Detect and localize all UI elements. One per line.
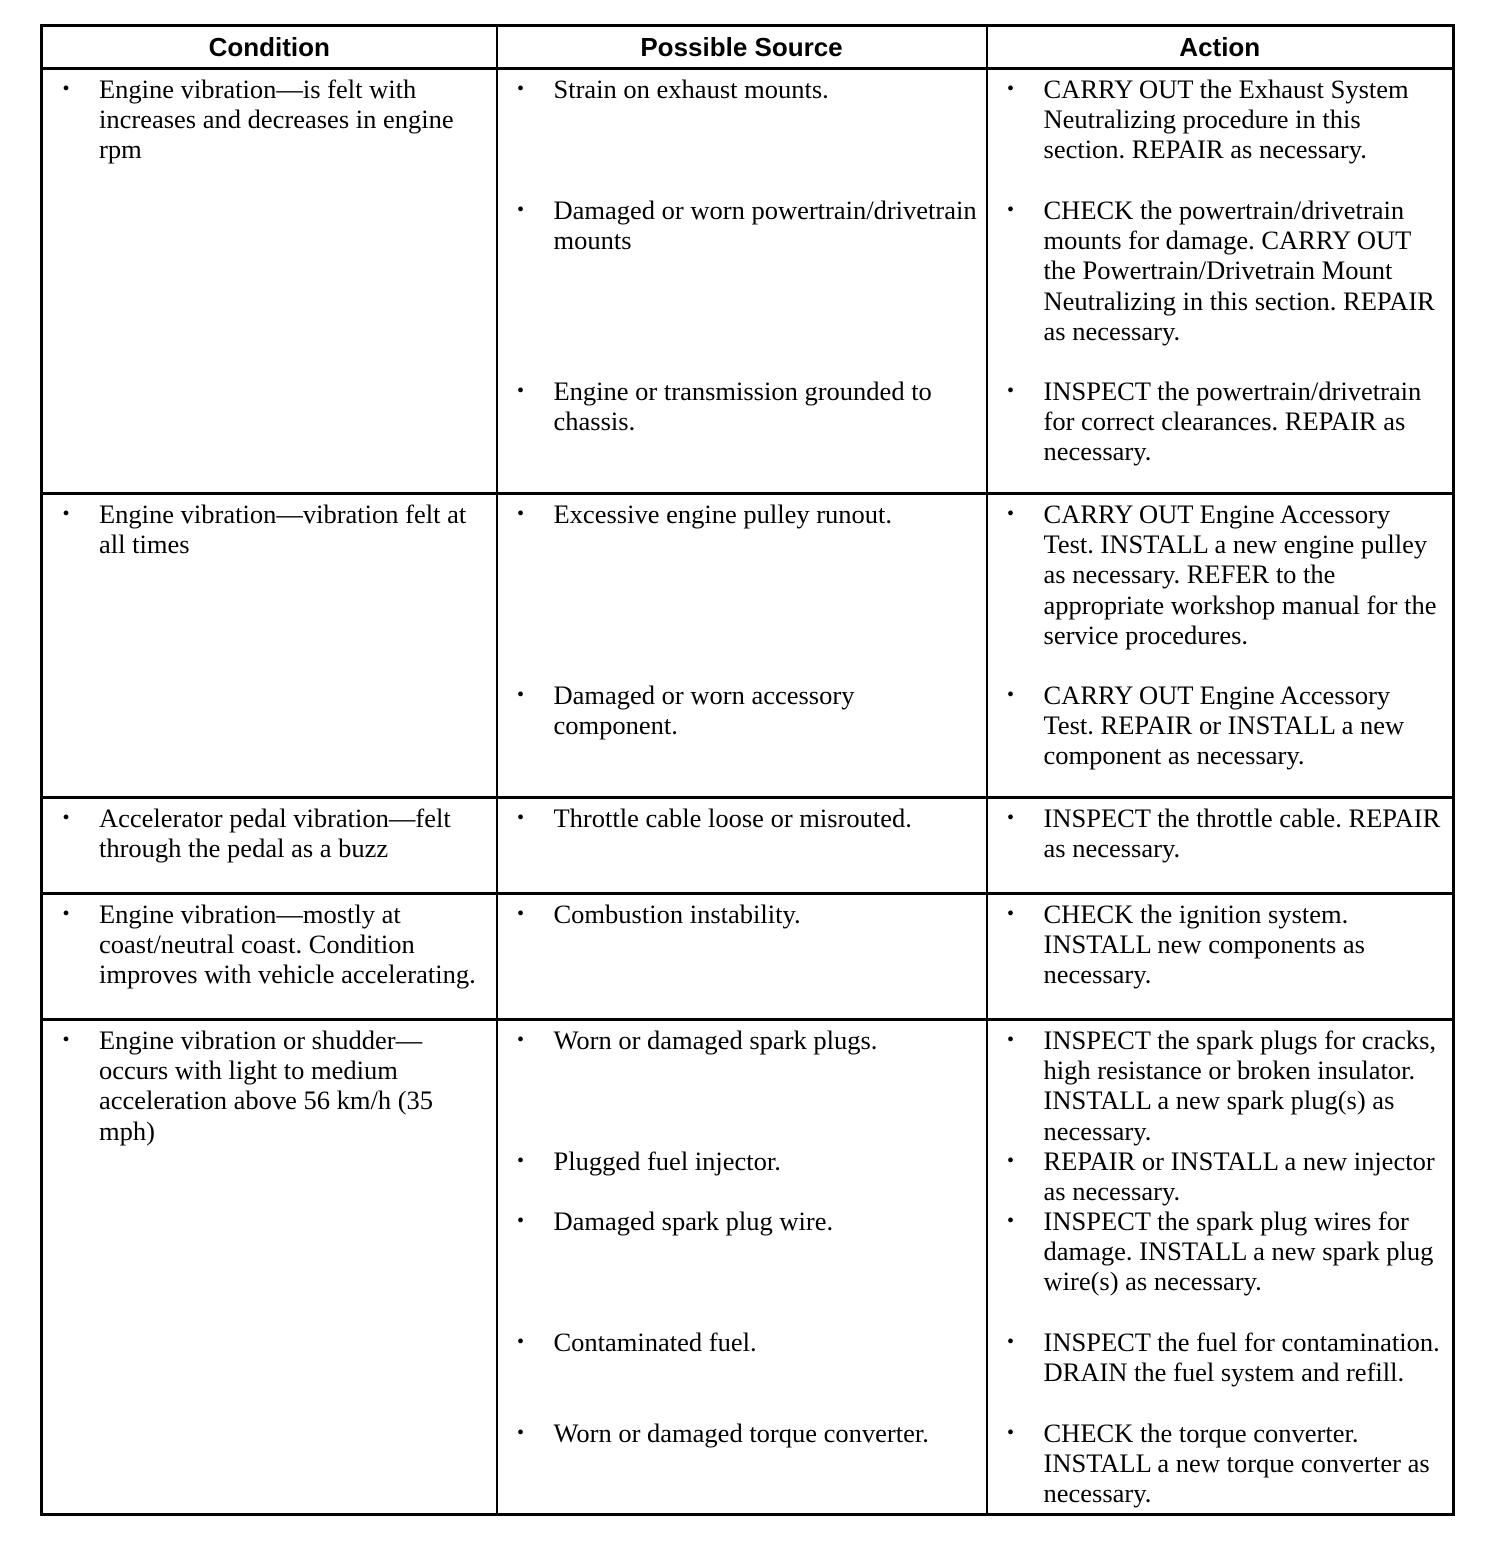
action-text: INSPECT the powertrain/drivetrain for correct clearances. REPAIR as necessary. [1043,376,1422,467]
action-item [1002,680,1447,771]
header-row [42,26,1454,69]
condition-cell [42,798,497,894]
table-row [42,798,1454,894]
bullet-icon: • [1006,1150,1014,1172]
bullet-icon: • [62,503,70,525]
header-possible-source: Possible Source [497,26,987,69]
action-text: INSPECT the spark plugs for cracks, high resistance or broken insulator. INSTALL a new spark plug(s) as necessary. [1043,1025,1437,1146]
action-item [1002,1025,1447,1146]
condition-cell [42,894,497,1020]
bullet-icon: • [1006,1210,1014,1232]
source-item [512,376,980,436]
action-cell [987,894,1454,1020]
action-text: INSPECT the spark plug wires for damage. INSTALL a new spark plug wire(s) as necessary. [1043,1206,1434,1297]
bullet-icon: • [516,903,524,925]
bullet-icon: • [1006,1029,1014,1051]
action-item [1002,899,1447,990]
source-item [512,1206,980,1327]
bullet-icon: • [1006,199,1014,221]
source-item [512,74,980,195]
condition-item [57,499,490,559]
bullet-icon: • [1006,1331,1014,1353]
source-cell [497,1020,987,1515]
header-condition: Condition [42,26,497,69]
source-text: Worn or damaged torque converter. [553,1418,929,1448]
action-text: CARRY OUT Engine Accessory Test. REPAIR or INSTALL a new component as necessary. [1043,680,1405,771]
source-text: Throttle cable loose or misrouted. [553,803,912,833]
action-item [1002,1327,1447,1418]
source-item [512,195,980,376]
condition-item [57,803,490,863]
action-item [1002,74,1447,195]
bullet-icon: • [62,1029,70,1051]
action-cell [987,1020,1454,1515]
source-item [512,1025,980,1146]
source-item [512,899,980,929]
table-row [42,1020,1454,1515]
diagnosis-table-sheet [40,24,1452,1516]
condition-item [57,899,490,990]
bullet-icon: • [1006,503,1014,525]
condition-text: Accelerator pedal vibration—felt through the pedal as a buzz [99,803,451,864]
source-item [512,680,980,740]
action-item [1002,1418,1447,1509]
action-text: CARRY OUT the Exhaust System Neutralizing procedure in this section. REPAIR as necessary. [1043,74,1409,165]
source-text: Strain on exhaust mounts. [553,74,829,104]
bullet-icon: • [516,78,524,100]
action-cell [987,494,1454,798]
action-item [1002,499,1447,680]
condition-text: Engine vibration—vibration felt at all times [99,499,467,560]
source-text: Plugged fuel injector. [553,1146,781,1176]
bullet-icon: • [1006,684,1014,706]
source-item [512,499,980,680]
bullet-icon: • [516,807,524,829]
source-cell [497,798,987,894]
source-item [512,1327,980,1418]
source-cell [497,69,987,494]
bullet-icon: • [1006,903,1014,925]
source-text: Damaged or worn accessory component. [553,680,855,741]
action-item [1002,376,1447,467]
condition-cell [42,69,497,494]
bullet-icon: • [516,1422,524,1444]
bullet-icon: • [62,807,70,829]
source-text: Damaged or worn powertrain/drivetrain mounts [553,195,977,256]
bullet-icon: • [1006,78,1014,100]
source-cell [497,494,987,798]
action-text: INSPECT the fuel for contamination. DRAIN the fuel system and refill. [1043,1327,1440,1388]
bullet-icon: • [516,1210,524,1232]
table-row [42,894,1454,1020]
action-text: CHECK the powertrain/drivetrain mounts for damage. CARRY OUT the Powertrain/Drivetrain Mount Neutralizing in this section. REPAIR as necessary. [1043,195,1435,346]
source-text: Combustion instability. [553,899,801,929]
source-item [512,1146,980,1206]
bullet-icon: • [1006,380,1014,402]
source-cell [497,894,987,1020]
action-text: INSPECT the throttle cable. REPAIR as necessary. [1043,803,1441,864]
condition-text: Engine vibration or shudder—occurs with light to medium acceleration above 56 km/h (35 mph) [99,1025,434,1146]
source-item [512,1418,980,1448]
source-item [512,803,980,833]
action-text: REPAIR or INSTALL a new injector as necessary. [1043,1146,1435,1207]
source-text: Engine or transmission grounded to chassis. [553,376,932,437]
action-item [1002,803,1447,863]
bullet-icon: • [516,684,524,706]
action-text: CHECK the ignition system. INSTALL new components as necessary. [1043,899,1365,990]
source-text: Worn or damaged spark plugs. [553,1025,878,1055]
table-row [42,69,1454,494]
header-action: Action [987,26,1454,69]
condition-item [57,74,490,165]
action-item [1002,1146,1447,1206]
condition-cell [42,494,497,798]
action-cell [987,798,1454,894]
bullet-icon: • [516,199,524,221]
bullet-icon: • [62,78,70,100]
bullet-icon: • [1006,807,1014,829]
action-text: CHECK the torque converter. INSTALL a new torque converter as necessary. [1043,1418,1430,1509]
condition-text: Engine vibration—mostly at coast/neutral coast. Condition improves with vehicle accelerating. [99,899,476,990]
source-text: Damaged spark plug wire. [553,1206,834,1236]
action-item [1002,195,1447,376]
action-item [1002,1206,1447,1327]
source-text: Contaminated fuel. [553,1327,757,1357]
bullet-icon: • [62,903,70,925]
action-text: CARRY OUT Engine Accessory Test. INSTALL a new engine pulley as necessary. REFER to the appropriate workshop manual for the service procedures. [1043,499,1437,650]
bullet-icon: • [516,503,524,525]
bullet-icon: • [1006,1422,1014,1444]
bullet-icon: • [516,1150,524,1172]
diagnosis-table [40,24,1455,1516]
condition-cell [42,1020,497,1515]
bullet-icon: • [516,380,524,402]
table-row [42,494,1454,798]
bullet-icon: • [516,1029,524,1051]
action-cell [987,69,1454,494]
bullet-icon: • [516,1331,524,1353]
condition-item [57,1025,490,1146]
condition-text: Engine vibration—is felt with increases and decreases in engine rpm [99,74,454,165]
source-text: Excessive engine pulley runout. [553,499,893,529]
